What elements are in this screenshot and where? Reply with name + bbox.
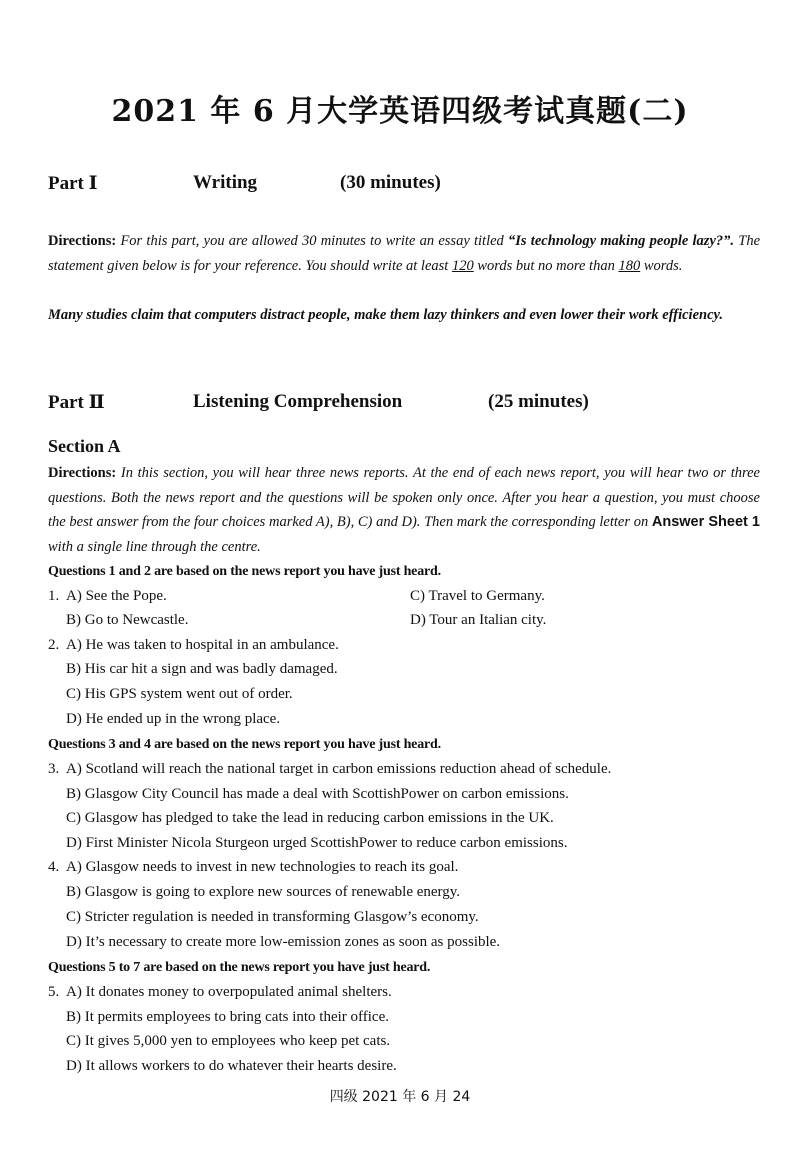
directions-text: For this part, you are allowed 30 minutes to write an essay titled [120, 233, 504, 249]
directions-text: with a single line through the centre. [48, 538, 261, 555]
option-b: B) Go to Newcastle. [66, 612, 189, 628]
essay-statement: Many studies claim that computers distract people, make them lazy thinkers and even lower their work efficiency. [48, 307, 724, 323]
option-d: D) It allows workers to do whatever their hearts desire. [66, 1058, 397, 1074]
option-c: C) His GPS system went out of order. [66, 686, 293, 702]
answer-sheet-label: Answer Sheet 1 [651, 514, 760, 530]
directions-label: Directions: [48, 233, 117, 249]
directions-text: words but no more than [477, 257, 615, 274]
question-number: 1. [48, 588, 60, 604]
question-number: 2. [48, 637, 60, 653]
option-d: D) It’s necessary to create more low-emission zones as soon as possible. [66, 934, 501, 950]
option-a: A) It donates money to overpopulated animal shelters. [66, 984, 392, 1000]
question-number: 3. [48, 761, 60, 777]
part2-directions [48, 461, 760, 559]
question-number: 5. [48, 984, 60, 1000]
option-b: B) Glasgow City Council has made a deal with ScottishPower on carbon emissions. [66, 786, 569, 802]
option-a: A) Scotland will reach the national target in carbon emissions reduction ahead of schedule. [66, 761, 612, 777]
directions-label: Directions: [48, 465, 117, 481]
question-number: 4. [48, 859, 60, 875]
option-d: D) First Minister Nicola Sturgeon urged ScottishPower to reduce carbon emissions. [66, 835, 568, 851]
essay-title: “Is technology making people lazy?”. [508, 233, 735, 249]
part1-directions [48, 229, 760, 278]
part2-label: Part Ⅱ [48, 392, 105, 413]
part2-name: Listening Comprehension [193, 391, 403, 412]
question-group-heading: Questions 1 and 2 are based on the news report you have just heard. [48, 564, 441, 579]
part1-time: (30 minutes) [340, 172, 441, 193]
max-words: 180 [618, 257, 641, 274]
page-footer: 四级 2021 年 6 月 24 [329, 1089, 471, 1105]
option-a: A) Glasgow needs to invest in new technologies to reach its goal. [66, 859, 459, 875]
min-words: 120 [451, 257, 474, 274]
option-c: C) Travel to Germany. [410, 588, 545, 604]
directions-text: words. [643, 257, 683, 274]
question-group-heading: Questions 3 and 4 are based on the news report you have just heard. [48, 737, 441, 752]
directions-text: In this section, you will hear three news reports. At the end of each news report, you will hear two or three questions. Both the news report and the questions will be spoken only once. After you hear a question, you must choose the best answer from the four choices marked A), B), C) and D). Then mark the corresponding letter on [48, 465, 760, 530]
option-c: C) Glasgow has pledged to take the lead in reducing carbon emissions in the UK. [66, 810, 554, 826]
option-b: B) His car hit a sign and was badly damaged. [66, 661, 338, 677]
option-a: A) He was taken to hospital in an ambulance. [66, 637, 339, 653]
section-a-heading: Section A [48, 436, 121, 456]
part1-label: Part Ⅰ [48, 173, 98, 194]
option-a: A) See the Pope. [66, 588, 167, 604]
part2-time: (25 minutes) [488, 391, 589, 412]
option-c: C) It gives 5,000 yen to employees who keep pet cats. [66, 1033, 391, 1049]
option-d: D) He ended up in the wrong place. [66, 711, 281, 727]
option-d: D) Tour an Italian city. [410, 612, 547, 628]
option-c: C) Stricter regulation is needed in transforming Glasgow’s economy. [66, 909, 479, 925]
question-group-heading: Questions 5 to 7 are based on the news report you have just heard. [48, 960, 431, 975]
page-title: 2021 年 6 月大学英语四级考试真题(二) [111, 94, 689, 129]
option-b: B) Glasgow is going to explore new sources of renewable energy. [66, 884, 461, 900]
part1-name: Writing [193, 172, 258, 193]
directions-text: The statement given below is for your reference. You should write at least [48, 233, 760, 274]
option-b: B) It permits employees to bring cats into their office. [66, 1009, 389, 1025]
